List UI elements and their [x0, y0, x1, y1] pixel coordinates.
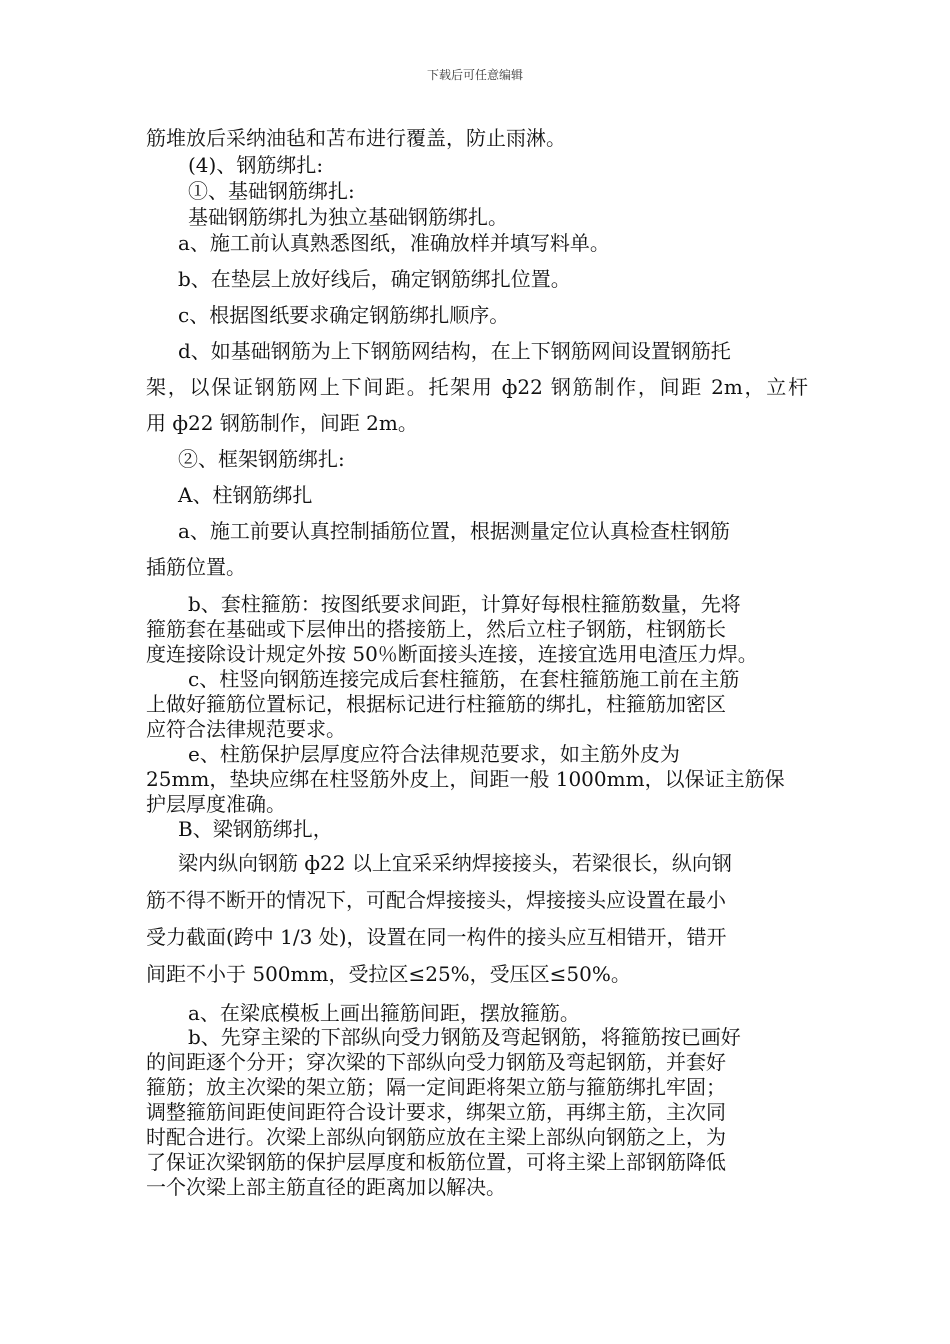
text-line: 调整箍筋间距使间距符合设计要求，绑架立筋，再绑主筋，主次同 [146, 1100, 726, 1124]
text-line: 上做好箍筋位置标记，根据标记进行柱箍筋的绑扎，柱箍筋加密区 [146, 692, 726, 716]
text-line: 用 ф22 钢筋制作，间距 2m。 [146, 411, 418, 435]
text-line: 时配合进行。次梁上部纵向钢筋应放在主梁上部纵向钢筋之上，为 [146, 1125, 726, 1149]
text-line: 一个次梁上部主筋直径的距离加以解决。 [146, 1175, 506, 1199]
text-line: 应符合法律规范要求。 [146, 717, 346, 741]
text-line: b、在垫层上放好线后，确定钢筋绑扎位置。 [178, 267, 571, 291]
text-line: 度连接除设计规定外按 50％断面接头连接，连接宜选用电渣压力焊。 [146, 642, 758, 666]
text-line: 插筋位置。 [146, 555, 246, 579]
text-line: d、如基础钢筋为上下钢筋网结构，在上下钢筋网间设置钢筋托 [178, 339, 731, 363]
section-heading: (4)、钢筋绑扎: [188, 153, 324, 177]
text-line: 受力截面(跨中 1/3 处)，设置在同一构件的接头应互相错开，错开 [146, 925, 727, 949]
text-line: 间距不小于 500mm，受拉区≤25%，受压区≤50%。 [146, 962, 631, 986]
text-line: a、施工前要认真控制插筋位置，根据测量定位认真检查柱钢筋 [178, 519, 730, 543]
text-line: 了保证次梁钢筋的保护层厚度和板筋位置，可将主梁上部钢筋降低 [146, 1150, 726, 1174]
text-line: 的间距逐个分开；穿次梁的下部纵向受力钢筋及弯起钢筋，并套好 [146, 1050, 726, 1074]
text-line: 筋不得不断开的情况下，可配合焊接接头，焊接接头应设置在最小 [146, 888, 726, 912]
page-header: 下载后可任意编辑 [426, 68, 523, 82]
text-line: 筋堆放后采纳油毡和苫布进行覆盖，防止雨淋。 [146, 126, 566, 150]
subsection-heading: B、梁钢筋绑扎， [178, 817, 333, 841]
text-line: b、先穿主梁的下部纵向受力钢筋及弯起钢筋，将箍筋按已画好 [188, 1025, 741, 1049]
subsection-heading: ②、框架钢筋绑扎: [178, 447, 345, 471]
text-line: 箍筋；放主次梁的架立筋；隔一定间距将架立筋与箍筋绑扎牢固； [146, 1075, 726, 1099]
subsection-heading: ①、基础钢筋绑扎: [188, 179, 355, 203]
text-line: b、套柱箍筋：按图纸要求间距，计算好每根柱箍筋数量，先将 [188, 592, 741, 616]
text-line: 25mm，垫块应绑在柱竖筋外皮上，间距一般 1000mm，以保证主筋保 [146, 767, 785, 791]
text-line: 架，以保证钢筋网上下间距。托架用 ф22 钢筋制作，间距 2m，立杆 [146, 375, 808, 399]
subsection-heading: A、柱钢筋绑扎 [178, 483, 313, 507]
text-line: 基础钢筋绑扎为独立基础钢筋绑扎。 [188, 205, 508, 229]
text-line: 箍筋套在基础或下层伸出的搭接筋上，然后立柱子钢筋，柱钢筋长 [146, 617, 726, 641]
text-line: a、施工前认真熟悉图纸，准确放样并填写料单。 [178, 231, 610, 255]
text-line: a、在梁底模板上画出箍筋间距，摆放箍筋。 [188, 1001, 580, 1025]
text-line: e、柱筋保护层厚度应符合法律规范要求，如主筋外皮为 [188, 742, 680, 766]
text-line: c、根据图纸要求确定钢筋绑扎顺序。 [178, 303, 510, 327]
text-line: 梁内纵向钢筋 ф22 以上宜采采纳焊接接头，若梁很长，纵向钢 [178, 851, 732, 875]
text-line: c、柱竖向钢筋连接完成后套柱箍筋，在套柱箍筋施工前在主筋 [188, 667, 740, 691]
text-line: 护层厚度准确。 [146, 792, 286, 816]
